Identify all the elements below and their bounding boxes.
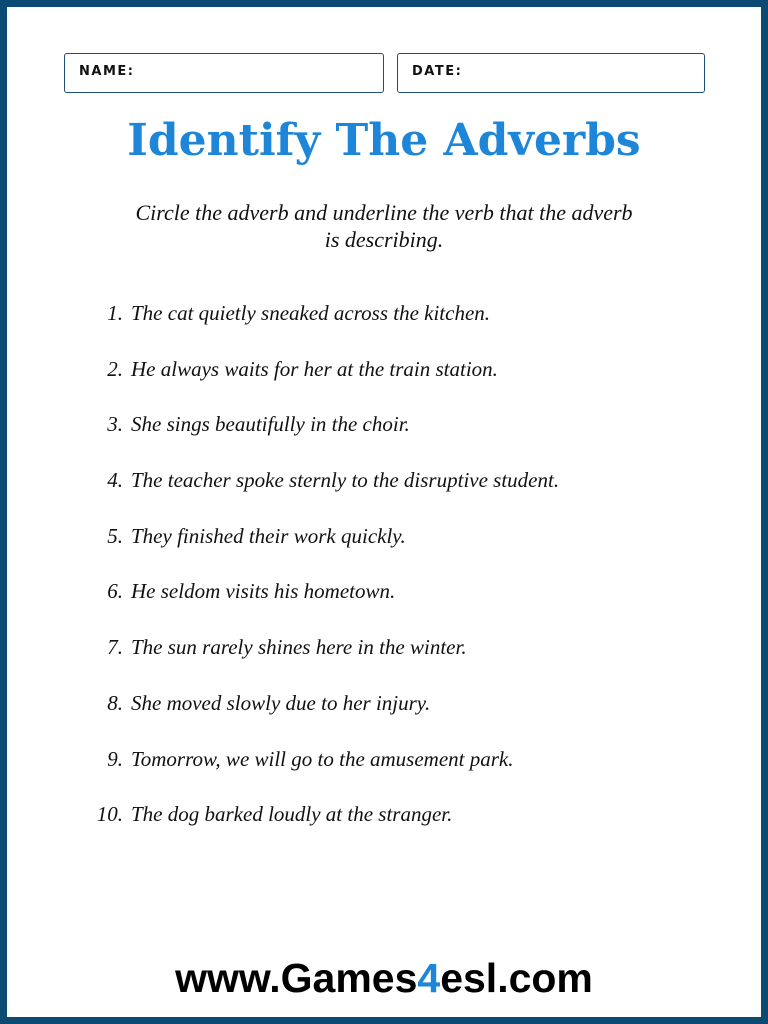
question-number: 1. bbox=[107, 301, 123, 325]
date-field[interactable] bbox=[397, 53, 705, 93]
question-number: 5. bbox=[107, 523, 123, 548]
question-item bbox=[67, 524, 727, 580]
question-number: 8. bbox=[107, 690, 123, 715]
question-number: 10. bbox=[96, 802, 123, 827]
worksheet-title: Identify The Adverbs bbox=[127, 115, 641, 166]
question-item bbox=[67, 579, 727, 635]
question-number: 2. bbox=[107, 356, 123, 381]
name-label: NAME: bbox=[79, 64, 135, 79]
question-list bbox=[67, 301, 727, 858]
question-number: 6. bbox=[107, 579, 123, 604]
question-text: The dog barked loudly at the stranger. bbox=[131, 802, 453, 827]
question-item bbox=[67, 412, 727, 468]
question-number: 7. bbox=[107, 635, 123, 660]
question-text: She moved slowly due to her injury. bbox=[131, 690, 431, 715]
question-number: 9. bbox=[107, 746, 123, 771]
question-number: 3. bbox=[107, 412, 123, 437]
question-text: He always waits for her at the train station. bbox=[131, 356, 498, 381]
website-suffix: esl.com bbox=[440, 955, 593, 1001]
question-text: Tomorrow, we will go to the amusement park. bbox=[131, 746, 514, 771]
website-accent: 4 bbox=[417, 955, 441, 1001]
website-link[interactable] bbox=[7, 955, 761, 1002]
question-text: She sings beautifully in the choir. bbox=[131, 412, 410, 437]
question-number: 4. bbox=[107, 468, 123, 493]
question-text: The cat quietly sneaked across the kitchen. bbox=[131, 301, 491, 325]
website-prefix: www.Games bbox=[175, 955, 418, 1001]
question-item bbox=[67, 301, 727, 357]
question-item bbox=[67, 802, 727, 858]
question-item bbox=[67, 357, 727, 413]
question-text: The teacher spoke sternly to the disruptive student. bbox=[131, 468, 560, 493]
question-item bbox=[67, 635, 727, 691]
question-text: He seldom visits his hometown. bbox=[131, 579, 396, 604]
name-field[interactable] bbox=[64, 53, 384, 93]
question-item bbox=[67, 691, 727, 747]
question-item bbox=[67, 468, 727, 524]
instructions: Circle the adverb and underline the verb that the adverb is describing. bbox=[135, 200, 633, 252]
date-label: DATE: bbox=[412, 64, 463, 79]
question-text: They finished their work quickly. bbox=[131, 523, 406, 548]
question-item bbox=[67, 747, 727, 803]
question-text: The sun rarely shines here in the winter. bbox=[131, 635, 467, 660]
